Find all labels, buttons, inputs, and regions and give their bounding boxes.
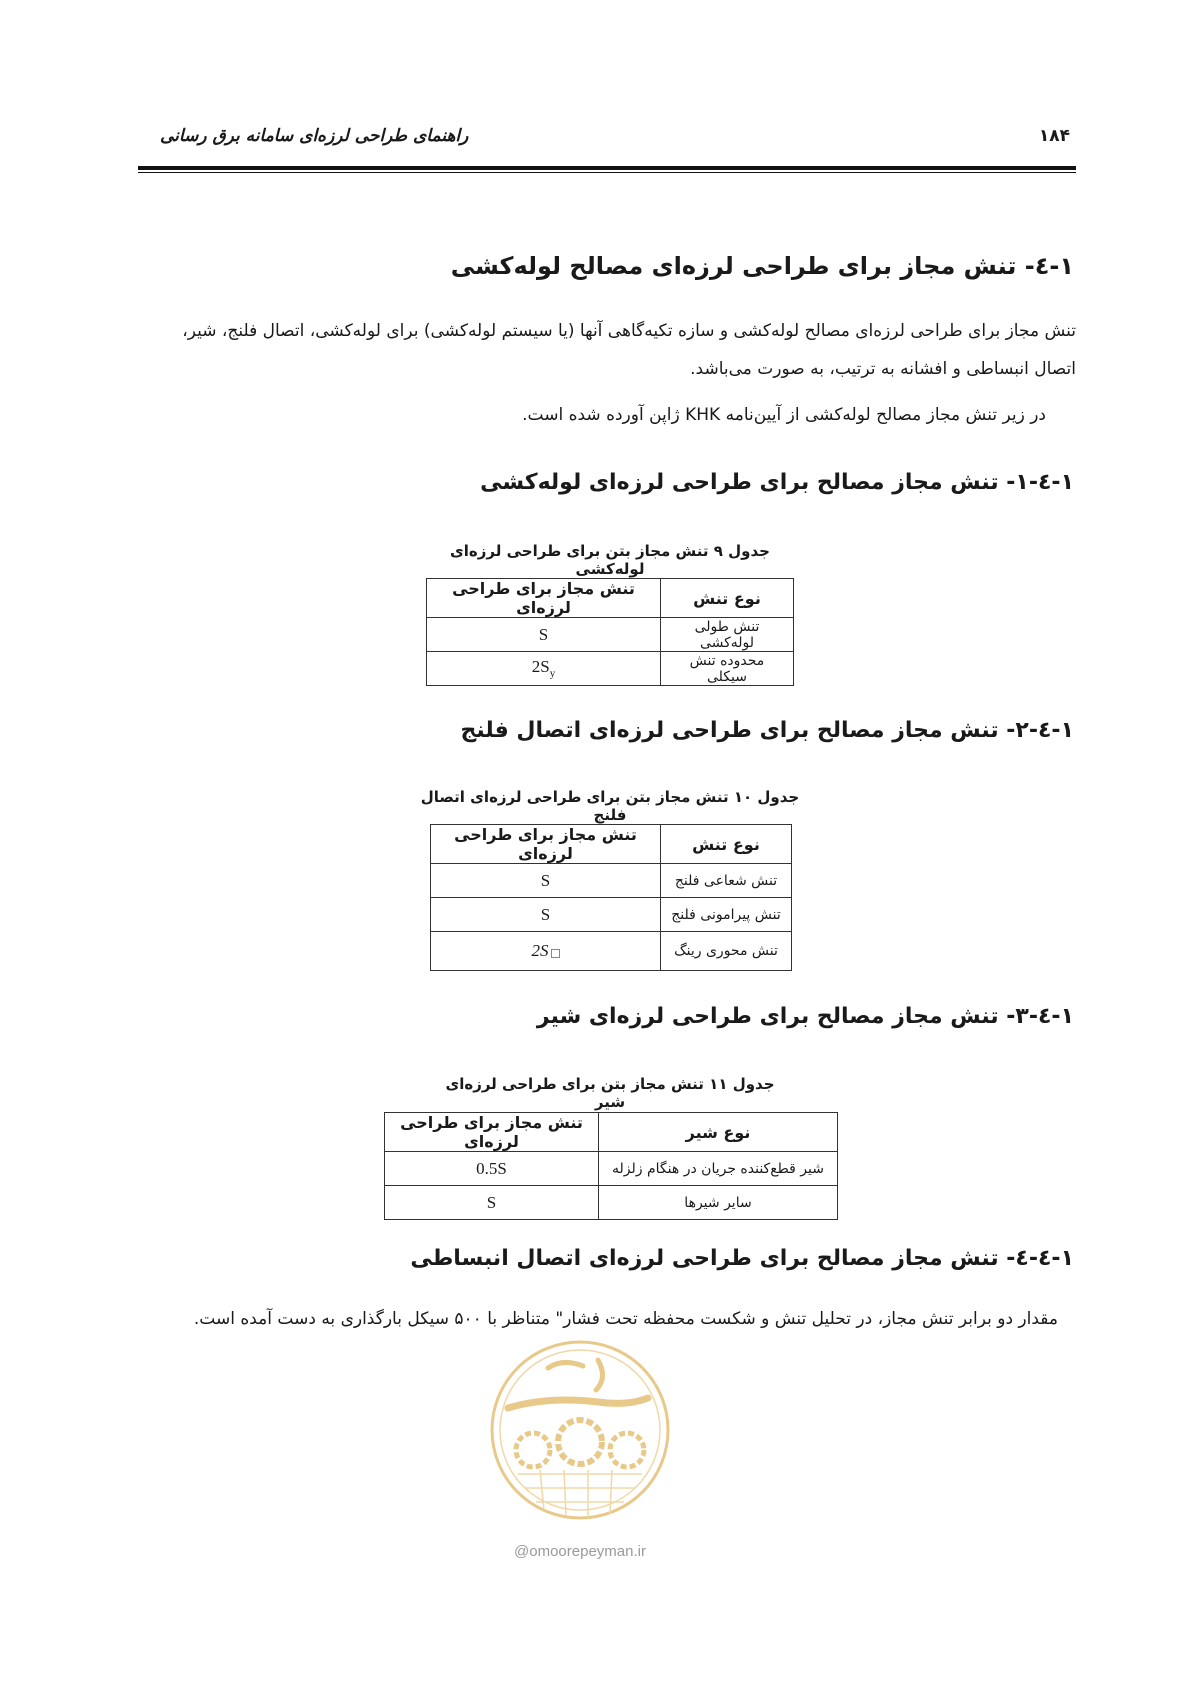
table-caption-10: جدول ۱۰ تنش مجاز بتن برای طراحی لرزه‌ای اتصال فلنج xyxy=(420,788,800,824)
expansion-paragraph: مقدار دو برابر تنش مجاز، در تحلیل تنش و شکست محفظه تحت فشار" متناظر با ۵۰۰ سیکل بارگذاری به دست آمده است. xyxy=(193,1309,1058,1329)
table-row xyxy=(427,618,794,652)
cell-type: محدوده تنش سیکلی xyxy=(661,652,794,686)
table-row xyxy=(431,898,792,932)
col-header-value: تنش مجاز برای طراحی لرزه‌ای xyxy=(431,825,661,864)
col-header-value: تنش مجاز برای طراحی لرزه‌ای xyxy=(427,579,661,618)
section-heading: ۱-٤- تنش مجاز برای طراحی لرزه‌ای مصالح لوله‌کشی xyxy=(450,252,1074,280)
watermark-logo-icon xyxy=(488,1338,672,1522)
table-row xyxy=(385,1186,838,1220)
header-rule-thin xyxy=(138,172,1076,173)
header-rule xyxy=(138,166,1076,170)
cell-type: سایر شیرها xyxy=(599,1186,838,1220)
running-header-title: راهنمای طراحی لرزه‌ای سامانه برق رسانی xyxy=(160,126,469,146)
table-flange xyxy=(430,824,792,971)
value-subscript: y xyxy=(549,667,556,680)
table-piping xyxy=(426,578,794,686)
cell-type: تنش شعاعی فلنج xyxy=(661,864,792,898)
cell-type: تنش طولی لوله‌کشی xyxy=(661,618,794,652)
watermark-url: @omoorepeyman.ir xyxy=(514,1543,646,1560)
table-row xyxy=(431,864,792,898)
table-row xyxy=(431,932,792,971)
cell-value: S xyxy=(431,898,661,932)
col-header-type: نوع شیر xyxy=(599,1113,838,1152)
col-header-type: نوع تنش xyxy=(661,579,794,618)
cell-type: تنش پیرامونی فلنج xyxy=(661,898,792,932)
cell-value xyxy=(431,932,661,971)
col-header-value: تنش مجاز برای طراحی لرزه‌ای xyxy=(385,1113,599,1152)
col-header-type: نوع تنش xyxy=(661,825,792,864)
table-header-row xyxy=(431,825,792,864)
cell-type: شیر قطع‌کننده جریان در هنگام زلزله xyxy=(599,1152,838,1186)
cell-value: S xyxy=(427,618,661,652)
table-row xyxy=(427,652,794,686)
value-text: 2S xyxy=(531,657,550,677)
subsection-heading-1: ۱-٤-۱- تنش مجاز مصالح برای طراحی لرزه‌ای لوله‌کشی xyxy=(480,470,1074,495)
cell-value: 0.5S xyxy=(385,1152,599,1186)
cell-value: S xyxy=(385,1186,599,1220)
table-caption-9: جدول ۹ تنش مجاز بتن برای طراحی لرزه‌ای لوله‌کشی xyxy=(450,542,770,578)
value-text: 2S xyxy=(531,941,549,960)
subsection-heading-2: ۱-٤-۲- تنش مجاز مصالح برای طراحی لرزه‌ای اتصال فلنج xyxy=(460,718,1074,743)
table-header-row xyxy=(427,579,794,618)
cell-type: تنش محوری رینگ xyxy=(661,932,792,971)
table-valve xyxy=(384,1112,838,1220)
subsection-heading-4: ۱-٤-٤- تنش مجاز مصالح برای طراحی لرزه‌ای اتصال انبساطی xyxy=(410,1246,1074,1271)
page-number: ۱۸۴ xyxy=(1038,126,1070,146)
cell-value xyxy=(427,652,661,686)
intro-paragraph-2: در زیر تنش مجاز مصالح لوله‌کشی از آیین‌نامه KHK ژاپن آورده شده است. xyxy=(522,405,1046,425)
cell-value: S xyxy=(431,864,661,898)
table-caption-11: جدول ۱۱ تنش مجاز بتن برای طراحی لرزه‌ای شیر xyxy=(445,1075,775,1111)
table-row xyxy=(385,1152,838,1186)
table-header-row xyxy=(385,1113,838,1152)
missing-glyph-box xyxy=(551,949,560,958)
subsection-heading-3: ۱-٤-۳- تنش مجاز مصالح برای طراحی لرزه‌ای شیر xyxy=(536,1004,1074,1029)
intro-paragraph: تنش مجاز برای طراحی لرزه‌ای مصالح لوله‌کشی و سازه تکیه‌گاهی آنها (یا سیستم لوله‌کشی) برای لوله‌کشی، اتصال فلنج، شیر، اتصال انبساطی و افشانه به ترتیب، به صورت می‌باشد. xyxy=(182,321,1076,379)
